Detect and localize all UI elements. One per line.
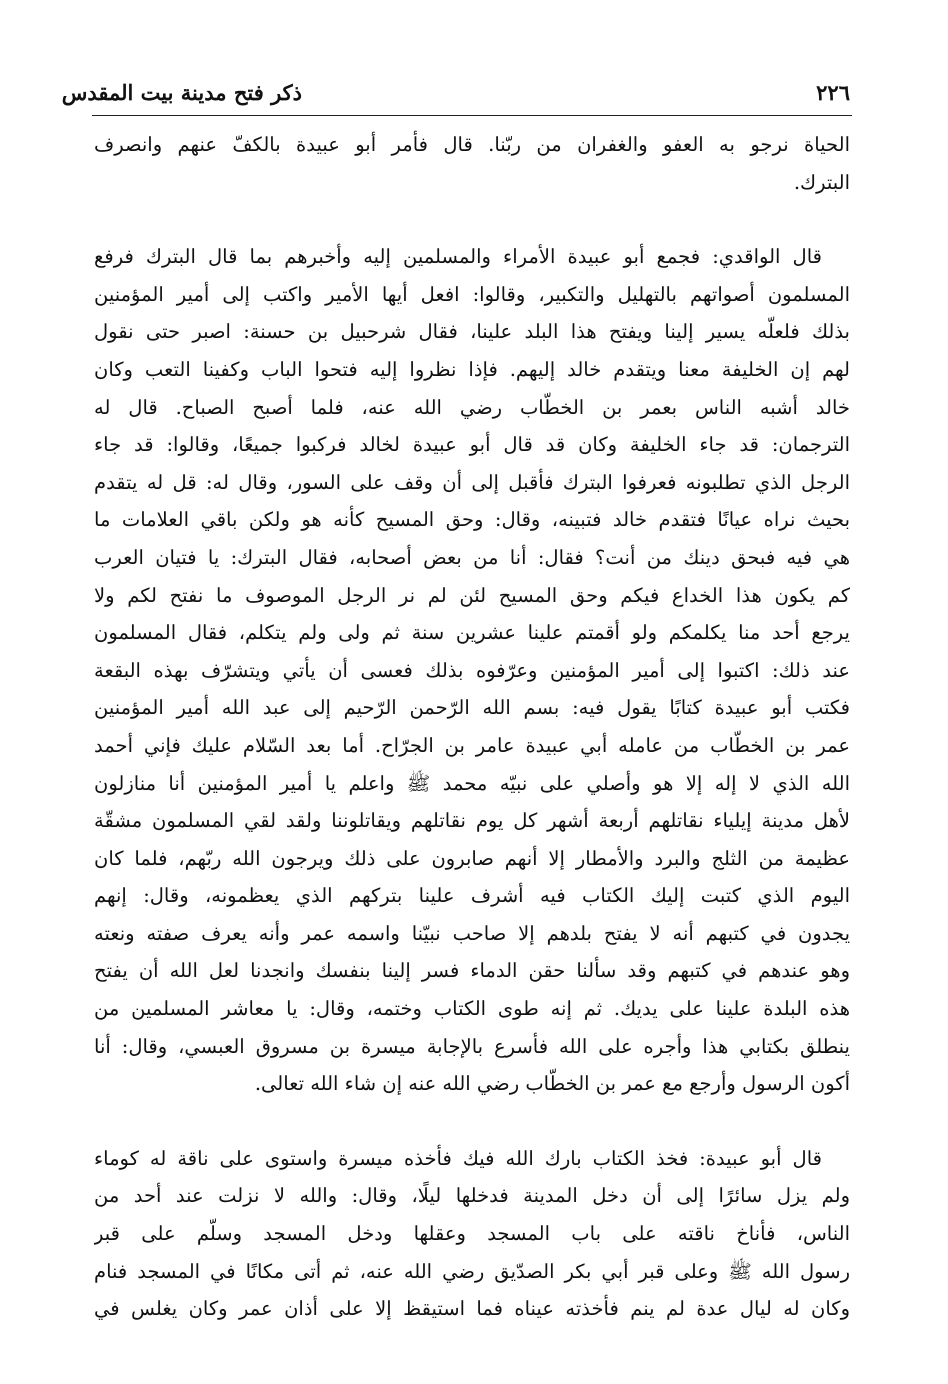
text-line: فكتب أبو عبيدة كتابًا يقول فيه: بسم الله الرّحمن الرّحيم إلى عبد الله أمير المؤمنين (94, 696, 850, 720)
text-line: الحياة نرجو به العفو والغفران من ربّنا. قال فأمر أبو عبيدة بالكفّ عنهم وانصرف (94, 133, 850, 156)
text-line: قال الواقدي: فجمع أبو عبيدة الأمراء والمسلمين إليه وأخبرهم بما قال البترك فرفع (94, 245, 822, 269)
text-line: المسلمون أصواتهم بالتهليل والتكبير، وقالوا: افعل أيها الأمير واكتب إلى أمير المؤمنين (94, 282, 850, 306)
text-line: أكون الرسول وأرجع مع عمر بن الخطّاب رضي الله عنه إن شاء الله تعالى. (254, 1072, 850, 1096)
text-line: الرجل الذي تطلبونه فعرفوا البترك فأقبل إلى أن وقف على السور، وقال له: قل له يتقدم (94, 470, 850, 494)
paragraph-3 (94, 1140, 850, 1328)
running-header-title: ذكر فتح مدينة بيت المقدس (61, 80, 302, 105)
text-line: الناس، فأناخ ناقته على باب المسجد وعقلها ودخل المسجد وسلّم على قبر (94, 1222, 850, 1246)
text-line: عند ذلك: اكتبوا إلى أمير المؤمنين وعرّفوه بذلك فعسى أن يأتي ويتشرّف بهذه البقعة (94, 658, 850, 682)
text-line: يجدون في كتبهم أنه لا يفتح بلدهم إلا صاحب نبيّنا واسمه عمر وأنه يعرف صفته ونعته (94, 921, 850, 945)
paragraph-2 (94, 238, 850, 1103)
text-line: ينطلق بكتابي هذا وأجره على الله فأسرع بالإجابة ميسرة بن مسروق العبسي، وقال: أنا (94, 1034, 850, 1058)
text-line: ولم يزل سائرًا إلى أن دخل المدينة فدخلها ليلًا، وقال: والله لا نزلت عند أحد من (94, 1184, 850, 1208)
text-line: لهم إن الخليفة معنا ويتقدم خالد إليهم. فإذا نظروا إليه فتحوا الباب وكفينا التعب وكان (94, 357, 850, 381)
page-number: ٢٢٦ (816, 80, 850, 105)
text-line: الله الذي لا إله إلا هو وأصلي على نبيّه محمد ﷺ واعلم يا أمير المؤمنين أنا منازلون (94, 771, 850, 795)
running-header (61, 78, 850, 114)
text-line: خالد أشبه الناس بعمر بن الخطّاب رضي الله عنه، فلما أصبح الصباح. قال له (94, 395, 850, 419)
paragraph-1 (94, 126, 850, 201)
paragraph-gap (94, 1103, 850, 1140)
text-line: هذه البلدة علينا على يديك. ثم إنه طوى الكتاب وختمه، وقال: يا معاشر المسلمين من (94, 997, 850, 1021)
text-line: وكان له ليال عدة لم ينم فأخذته عيناه فما استيقظ إلا على أذان عمر وكان يغلس في (94, 1297, 850, 1321)
text-line: قال أبو عبيدة: فخذ الكتاب بارك الله فيك فأخذه ميسرة واستوى على ناقة له كوماء (94, 1146, 822, 1170)
text-line: هي فيه فبحق دينك من أنت؟ فقال: أنا من بعض أصحابه، فقال البترك: يا فتيان العرب (94, 545, 850, 569)
text-line: الترجمان: قد جاء الخليفة وكان قد قال أبو عبيدة لخالد فركبوا جميعًا، وقالوا: قد جاء (94, 433, 850, 457)
text-line: اليوم الذي كتبت إليك الكتاب فيه أشرف علينا بتركهم الذي يعظمونه، وقال: إنهم (94, 884, 850, 908)
text-line: يرجع أحد منا يكلمكم ولو أقمتم علينا عشرين سنة ثم ولى ولم يتكلم، فقال المسلمون (94, 621, 850, 645)
text-line: عمر بن الخطّاب من عامله أبي عبيدة عامر بن الجرّاح. أما بعد السّلام عليك فإني أحمد (94, 733, 850, 757)
text-line: وهو عندهم في كتبهم وقد سألنا حقن الدماء فسر إلينا بنفسك وانجدنا لعل الله أن يفتح (94, 959, 850, 983)
text-line: عظيمة من الثلج والبرد والأمطار إلا أنهم صابرون على ذلك ويرجون الله ربّهم، فلما كان (94, 846, 850, 870)
text-line: كم يكون هذا الخداع فيكم وحق المسيح لئن لم نر الرجل الموصوف ما نفتح لكم ولا (94, 583, 850, 607)
text-line: بحيث نراه عيانًا فتقدم خالد فتبينه، وقال: وحق المسيح كأنه هو ولكن باقي العلامات ما (94, 508, 850, 532)
page-body (94, 126, 850, 1328)
header-divider (92, 115, 852, 116)
text-line: البترك. (793, 170, 850, 194)
text-line: رسول الله ﷺ وعلى قبر أبي بكر الصدّيق رضي الله عنه، ثم أتى مكانًا في المسجد فنام (94, 1259, 850, 1283)
text-line: بذلك فلعلّه يسير إلينا ويفتح هذا البلد علينا، فقال شرحبيل بن حسنة: اصبر حتى نقول (94, 320, 850, 344)
paragraph-gap (94, 201, 850, 238)
text-line: لأهل مدينة إيلياء نقاتلهم أربعة أشهر كل يوم نقاتلهم ويقاتلوننا ولقد لقي المسلمون مشقّة (94, 809, 850, 833)
